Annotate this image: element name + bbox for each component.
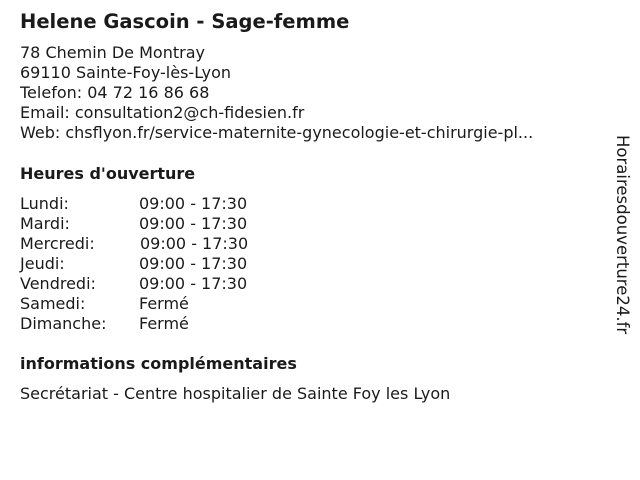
day-hours: 09:00 - 17:30 [139,194,248,213]
day-label: Lundi: [20,194,69,213]
day-hours: 09:00 - 17:30 [139,214,248,233]
website-link[interactable]: Web: chsflyon.fr/service-maternite-gynecologie-et-chirurgie-pl... [20,123,534,142]
additional-info-text: Secrétariat - Centre hospitalier de Sainte Foy les Lyon [20,384,451,403]
day-hours: 09:00 - 17:30 [139,274,248,293]
practitioner-name: Helene Gascoin - Sage-femme [20,10,350,33]
day-label: Dimanche: [20,314,107,333]
phone-number[interactable]: Telefon: 04 72 16 86 68 [20,83,210,102]
day-label: Mercredi: [20,234,95,253]
site-watermark[interactable]: Horairesdouverture24.fr [613,135,632,335]
day-hours: 09:00 - 17:30 [140,234,249,253]
opening-hours-heading: Heures d'ouverture [20,164,196,183]
address-city: 69110 Sainte-Foy-lès-Lyon [20,63,232,82]
day-hours: 09:00 - 17:30 [139,254,248,273]
day-label: Samedi: [20,294,86,313]
day-hours: Fermé [139,294,189,313]
address-street: 78 Chemin De Montray [20,43,205,62]
contact-block [20,43,533,143]
day-label: Vendredi: [20,274,96,293]
additional-info-heading: informations complémentaires [20,354,297,373]
day-label: Mardi: [20,214,70,233]
day-hours: Fermé [139,314,189,333]
day-label: Jeudi: [20,254,65,273]
email-address[interactable]: Email: consultation2@ch-fidesien.fr [20,103,305,122]
